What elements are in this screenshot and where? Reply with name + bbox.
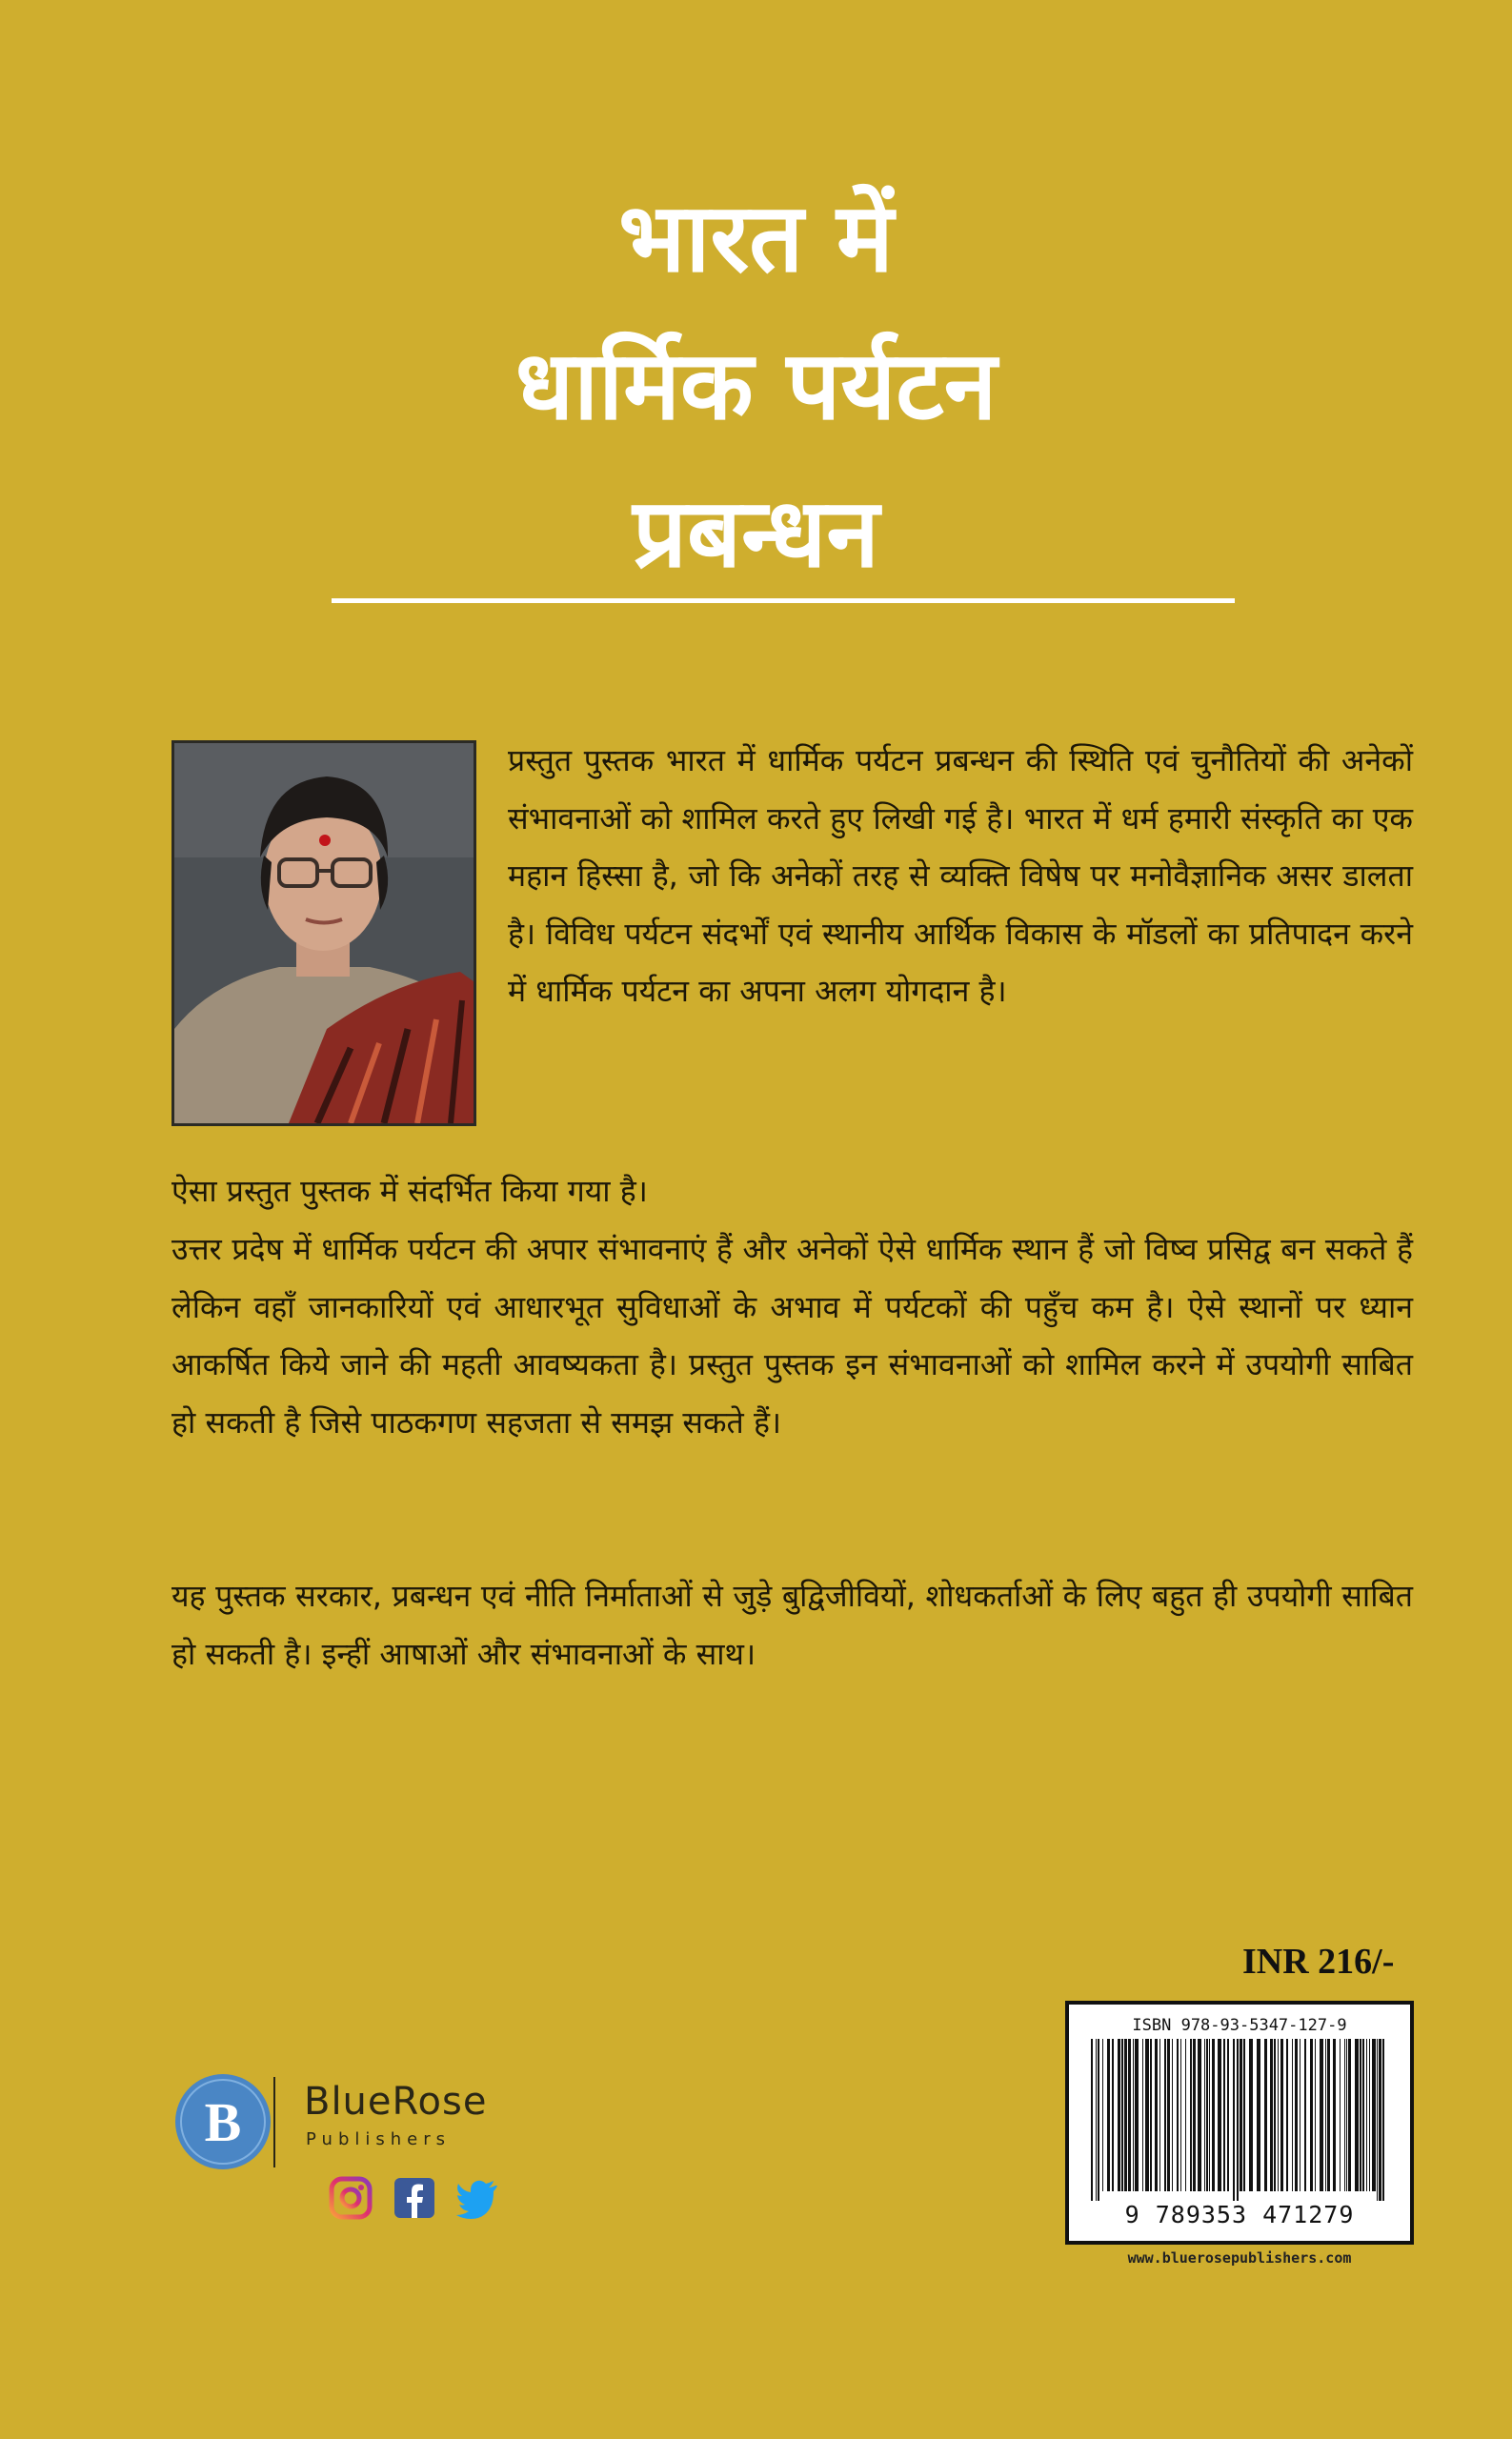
publisher-subtitle: Publishers: [306, 2129, 452, 2149]
title-divider: [332, 598, 1235, 603]
book-title-line-2: धार्मिक पर्यटन: [514, 330, 998, 441]
barcode-bar: [1204, 2039, 1205, 2191]
barcode-bar: [1096, 2039, 1097, 2201]
barcode-bar: [1190, 2039, 1192, 2191]
barcode-bar: [1133, 2039, 1134, 2191]
logo-letter: B: [204, 2091, 242, 2153]
barcode-bar: [1206, 2039, 1208, 2191]
barcode-bar: [1327, 2039, 1330, 2191]
barcode-bar: [1118, 2039, 1120, 2191]
barcode-bar: [1304, 2039, 1306, 2191]
barcode-bar: [1142, 2039, 1143, 2191]
description-paragraph-2: ऐसा प्रस्तुत पुस्तक में संदर्भित किया गया है।: [171, 1173, 648, 1209]
barcode-bar: [1145, 2039, 1149, 2191]
barcode-bar: [1218, 2039, 1221, 2191]
barcode-bar: [1112, 2039, 1114, 2191]
barcode-bar: [1159, 2039, 1160, 2191]
barcode-bar: [1212, 2039, 1215, 2191]
barcode-bar: [1180, 2039, 1181, 2191]
isbn-label: ISBN 978-93-5347-127-9: [1132, 2016, 1347, 2035]
barcode-bar: [1355, 2039, 1359, 2191]
barcode-bar: [1150, 2039, 1152, 2191]
barcode: [1065, 2001, 1414, 2245]
facebook-icon[interactable]: [393, 2176, 436, 2220]
barcode-digits: 9 789353 471279: [1124, 2201, 1355, 2228]
barcode-bar: [1333, 2039, 1336, 2191]
barcode-bar: [1135, 2039, 1139, 2191]
barcode-bar: [1346, 2039, 1347, 2191]
barcode-bar: [1177, 2039, 1179, 2191]
price-label: INR 216/-: [1242, 1942, 1395, 1982]
barcode-bar: [1193, 2039, 1196, 2191]
barcode-bar: [1366, 2039, 1367, 2191]
barcode-bar: [1198, 2039, 1201, 2191]
barcode-bar: [1107, 2039, 1110, 2191]
barcode-bar: [1278, 2039, 1279, 2191]
barcode-bar: [1237, 2039, 1239, 2201]
description-paragraph-3: उत्तर प्रदेष में धार्मिक पर्यटन की अपार संभावनाएं हैं और अनेकों ऐसे धार्मिक स्थान हैं जो विष्व प्रसिद्व बन सकते हैं लेकिन वहाँ जानकारियों एवं आधारभूत सुविधाओं के अभाव में पर्यटकों की पहुँच कम है। ऐसे स्थानों पर ध्यान आकर्षित किये जाने की महती आवष्यकता है। प्रस्तुत पुस्तक इन संभावनाओं को शामिल करने में उपयोगी साबित हो सकती है जिसे पाठकगण सहजता से समझ सकते हैं।: [171, 1231, 1413, 1441]
barcode-bar: [1270, 2039, 1273, 2191]
twitter-icon[interactable]: [455, 2176, 499, 2220]
author-photo: [171, 740, 476, 1126]
barcode-bar: [1209, 2039, 1210, 2191]
description-paragraph-1: प्रस्तुत पुस्तक भारत में धार्मिक पर्यटन प्रबन्धन की स्थिति एवं चुनौतियों की अनेकों संभावनाओं को शामिल करते हुए लिखी गई है। भारत में धर्म हमारी संस्कृति का एक महान हिस्सा है, जो कि अनेकों तरह से व्यक्ति विषेष पर मनोवैज्ञानिक असर डालता है। विविध पर्यटन संदर्भों एवं स्थानीय आर्थिक विकास के मॉडलों का प्रतिपादन करने में धार्मिक पर्यटन का अपना अलग योगदान है।: [508, 742, 1413, 1009]
barcode-bars: [1087, 2039, 1392, 2201]
barcode-bar: [1362, 2039, 1364, 2191]
barcode-bar: [1185, 2039, 1186, 2191]
barcode-bar: [1091, 2039, 1093, 2201]
book-title-line-3: प्रबन्धन: [633, 477, 879, 589]
barcode-bar: [1360, 2039, 1361, 2191]
barcode-bar: [1274, 2039, 1276, 2191]
instagram-icon[interactable]: [329, 2176, 373, 2220]
barcode-bar: [1379, 2039, 1381, 2201]
barcode-bar: [1369, 2039, 1370, 2191]
barcode-bar: [1164, 2039, 1166, 2191]
barcode-bar: [1280, 2039, 1283, 2191]
barcode-bar: [1344, 2039, 1345, 2191]
barcode-bar: [1377, 2039, 1378, 2201]
barcode-bar: [1325, 2039, 1326, 2191]
barcode-bar: [1124, 2039, 1127, 2191]
barcode-bar: [1340, 2039, 1341, 2191]
barcode-bar: [1292, 2039, 1293, 2191]
barcode-bar: [1240, 2039, 1242, 2191]
barcode-bar: [1102, 2039, 1103, 2191]
description-paragraph-4: यह पुस्तक सरकार, प्रबन्धन एवं नीति निर्माताओं से जुड़े बुद्विजीवियों, शोधकर्ताओं के लिए बहुत ही उपयोगी साबित हो सकती है। इन्हीं आषाओं और संभावनाओं के साथ।: [171, 1578, 1413, 1672]
barcode-bar: [1172, 2039, 1173, 2191]
barcode-bar: [1249, 2039, 1253, 2191]
book-title-line-1: भारत में: [618, 182, 894, 293]
barcode-bar: [1286, 2039, 1288, 2191]
barcode-bar: [1382, 2039, 1384, 2201]
barcode-bar: [1264, 2039, 1267, 2191]
barcode-bar: [1295, 2039, 1298, 2191]
barcode-bar: [1167, 2039, 1170, 2191]
barcode-bar: [1257, 2039, 1260, 2191]
barcode-bar: [1320, 2039, 1323, 2191]
publisher-logo: [173, 2072, 535, 2167]
barcode-bar: [1348, 2039, 1351, 2191]
barcode-bar: [1315, 2039, 1316, 2191]
barcode-bar: [1243, 2039, 1245, 2191]
barcode-bar: [1121, 2039, 1123, 2191]
barcode-bar: [1155, 2039, 1158, 2191]
barcode-bar: [1233, 2039, 1235, 2201]
barcode-bar: [1098, 2039, 1099, 2201]
bluerose-logo-icon: [173, 2072, 278, 2177]
barcode-bar: [1372, 2039, 1376, 2191]
author-portrait-illustration: [174, 743, 474, 1123]
barcode-bar: [1128, 2039, 1131, 2191]
publisher-website: www.bluerosepublishers.com: [1127, 2249, 1352, 2267]
barcode-bar: [1223, 2039, 1225, 2191]
barcode-bar: [1227, 2039, 1229, 2191]
barcode-bar: [1310, 2039, 1313, 2191]
publisher-name: BlueRose: [304, 2080, 488, 2124]
